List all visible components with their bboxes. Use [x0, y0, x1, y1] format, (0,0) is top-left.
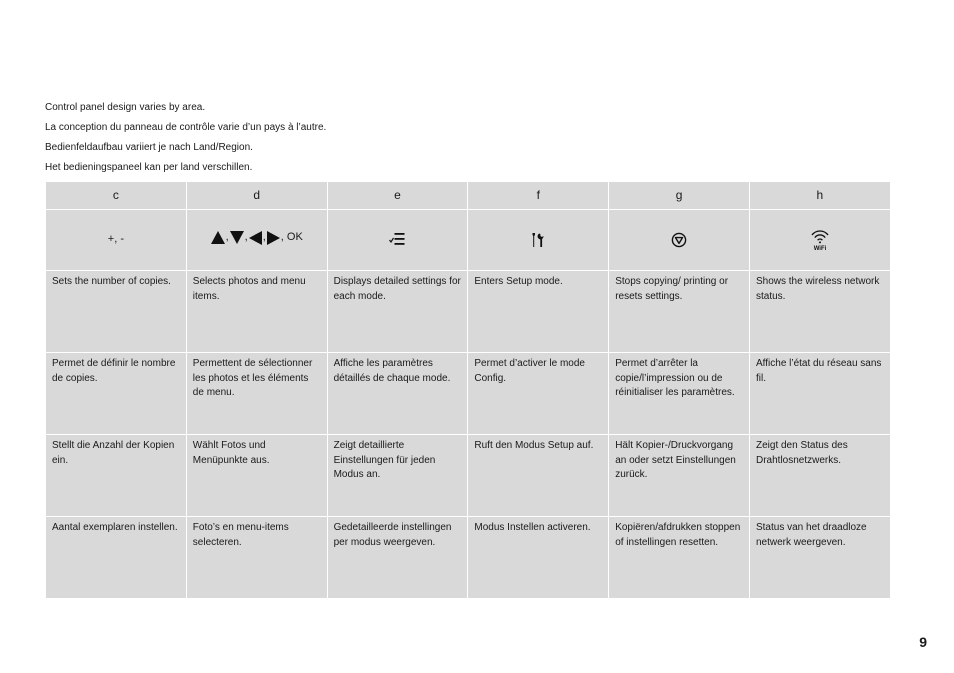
description-cell: Enters Setup mode.	[468, 271, 609, 353]
intro-line-de: Bedienfeldaufbau variiert je nach Land/Region.	[45, 142, 253, 153]
description-cell: Displays detailed settings for each mode.	[327, 271, 468, 353]
symbol-cell-f	[468, 210, 609, 271]
intro-line-fr: La conception du panneau de contrôle varie d’un pays à l’autre.	[45, 122, 327, 133]
plus-minus-symbols: +, -	[107, 233, 124, 246]
symbol-cell-d	[186, 210, 327, 271]
description-cell: Hält Kopier-/Druckvorgang an oder setzt Einstellungen zurück.	[609, 435, 750, 517]
symbol-cell-h	[749, 210, 890, 271]
intro-line-nl: Het bedieningspaneel kan per land verschillen.	[45, 162, 253, 173]
description-cell: Foto’s en menu-items selecteren.	[186, 517, 327, 599]
setup-tools-icon	[531, 235, 545, 246]
table-row-nl	[46, 517, 891, 599]
symbol-cell-e	[327, 210, 468, 271]
description-cell: Stops copying/ printing or resets settings.	[609, 271, 750, 353]
stop-icon	[671, 235, 687, 246]
description-cell: Shows the wireless network status.	[749, 271, 890, 353]
page-number: 9	[919, 634, 927, 650]
arrow-keys-symbols	[211, 230, 303, 245]
up-arrow-icon	[211, 231, 225, 244]
description-cell: Permet de définir le nombre de copies.	[46, 353, 187, 435]
description-cell: Wählt Fotos und Menüpunkte aus.	[186, 435, 327, 517]
detail-settings-icon	[389, 234, 405, 245]
ok-label: , OK	[280, 231, 303, 244]
description-cell: Modus Instellen activeren.	[468, 517, 609, 599]
arrow-separator: ,	[244, 231, 248, 244]
arrow-separator: ,	[225, 231, 229, 244]
description-cell: Kopiëren/afdrukken stoppen of instellingen resetten.	[609, 517, 750, 599]
table-row-de	[46, 435, 891, 517]
wifi-icon-label: WiFi	[813, 246, 827, 251]
column-header-f: f	[468, 182, 609, 210]
table-row-fr	[46, 353, 891, 435]
intro-notes	[45, 101, 905, 181]
symbol-cell-c	[46, 210, 187, 271]
arrow-separator: ,	[262, 231, 266, 244]
description-cell: Zeigt detaillierte Einstellungen für jeden Modus an.	[327, 435, 468, 517]
column-header-c: c	[46, 182, 187, 210]
description-cell: Ruft den Modus Setup auf.	[468, 435, 609, 517]
left-arrow-icon	[249, 231, 262, 245]
down-arrow-icon	[230, 231, 244, 244]
table-row-en	[46, 271, 891, 353]
column-header-g: g	[609, 182, 750, 210]
description-cell: Aantal exemplaren instellen.	[46, 517, 187, 599]
description-cell: Affiche les paramètres détaillés de chaque mode.	[327, 353, 468, 435]
right-arrow-icon	[267, 231, 280, 245]
table-icon-row	[46, 210, 891, 271]
description-cell: Status van het draadloze netwerk weergeven.	[749, 517, 890, 599]
description-cell: Selects photos and menu items.	[186, 271, 327, 353]
description-cell: Sets the number of copies.	[46, 271, 187, 353]
table-header-row	[46, 182, 891, 210]
column-header-e: e	[327, 182, 468, 210]
description-cell: Permettent de sélectionner les photos et les éléments de menu.	[186, 353, 327, 435]
description-cell: Gedetailleerde instellingen per modus weergeven.	[327, 517, 468, 599]
description-cell: Affiche l’état du réseau sans fil.	[749, 353, 890, 435]
description-cell: Zeigt den Status des Drahtlosnetzwerks.	[749, 435, 890, 517]
column-header-h: h	[749, 182, 890, 210]
description-cell: Stellt die Anzahl der Kopien ein.	[46, 435, 187, 517]
symbol-cell-g	[609, 210, 750, 271]
description-cell: Permet d’activer le mode Config.	[468, 353, 609, 435]
wifi-icon	[810, 235, 830, 251]
description-cell: Permet d’arrêter la copie/l’impression ou de réinitialiser les paramètres.	[609, 353, 750, 435]
intro-line-en: Control panel design varies by area.	[45, 102, 206, 113]
control-panel-table	[45, 181, 891, 599]
column-header-d: d	[186, 182, 327, 210]
